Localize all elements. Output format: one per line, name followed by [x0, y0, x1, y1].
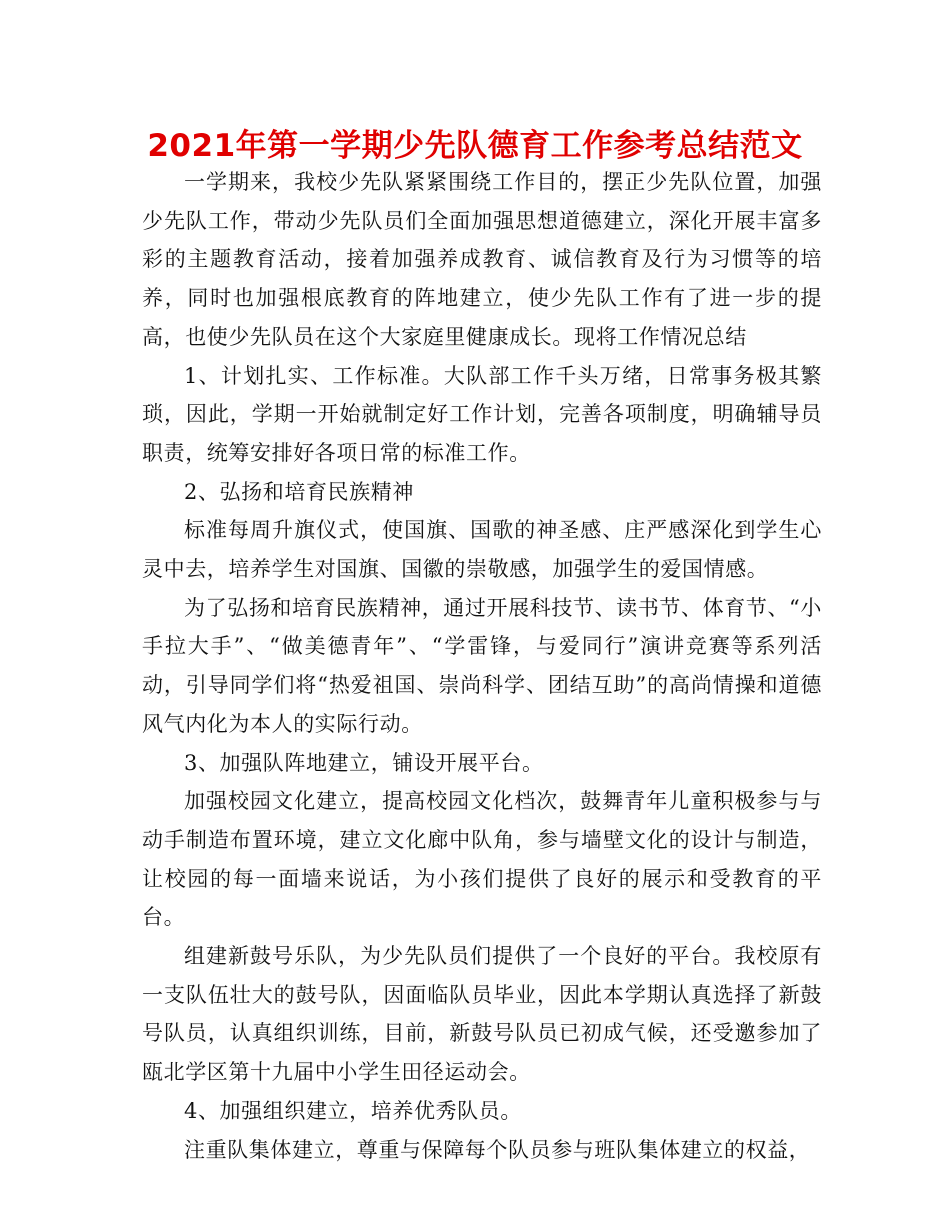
paragraph-intro: 一学期来，我校少先队紧紧围绕工作目的，摆正少先队位置，加强少先队工作，带动少先队员们全面加强思想道德建立，深化开展丰富多彩的主题教育活动，接着加强养成教育、诚信教育及行为习惯等的培养，同时也加强根底教育的阵地建立，使少先队工作有了进一步的提高，也使少先队员在这个大家庭里健康成长。现将工作情况总结	[142, 170, 822, 349]
heading-section-4: 4、加强组织建立，培养优秀队员。	[184, 1098, 522, 1123]
paragraph-flag-ceremony: 标准每周升旗仪式，使国旗、国歌的神圣感、庄严感深化到学生心灵中去，培养学生对国旗、国徽的崇敬感，加强学生的爱国情感。	[142, 518, 822, 582]
heading-section-3: 3、加强队阵地建立，铺设开展平台。	[184, 750, 544, 775]
heading-section-2: 2、弘扬和培育民族精神	[184, 479, 414, 504]
paragraph-campus-culture: 加强校园文化建立，提高校园文化档次，鼓舞青年儿童积极参与与动手制造布置环境，建立文化廊中队角，参与墙壁文化的设计与制造，让校园的每一面墙来说话，为小孩们提供了良好的展示和受教育的平台。	[142, 789, 822, 930]
paragraph-drum-band: 组建新鼓号乐队，为少先队员们提供了一个良好的平台。我校原有一支队伍壮大的鼓号队，因面临队员毕业，因此本学期认真选择了新鼓号队员，认真组织训练，目前，新鼓号队员已初成气候，还受邀参加了瓯北学区第十九届中小学生田径运动会。	[142, 944, 822, 1085]
paragraph-team-building: 注重队集体建立，尊重与保障每个队员参与班队集体建立的权益，	[184, 1137, 811, 1162]
document-body	[142, 163, 822, 1169]
paragraph-national-spirit: 为了弘扬和培育民族精神，通过开展科技节、读书节、体育节、“小手拉大手”、“做美德青年”、“学雷锋，与爱同行”演讲竞赛等系列活动，引导同学们将“热爱祖国、崇尚科学、团结互助”的高尚情操和道德风气内化为本人的实际行动。	[142, 595, 822, 736]
paragraph-section-1: 1、计划扎实、工作标准。大队部工作千头万绪，日常事务极其繁琐，因此，学期一开始就制定好工作计划，完善各项制度，明确辅导员职责，统筹安排好各项日常的标准工作。	[142, 363, 822, 465]
document-title: 2021年第一学期少先队德育工作参考总结范文	[147, 128, 803, 164]
